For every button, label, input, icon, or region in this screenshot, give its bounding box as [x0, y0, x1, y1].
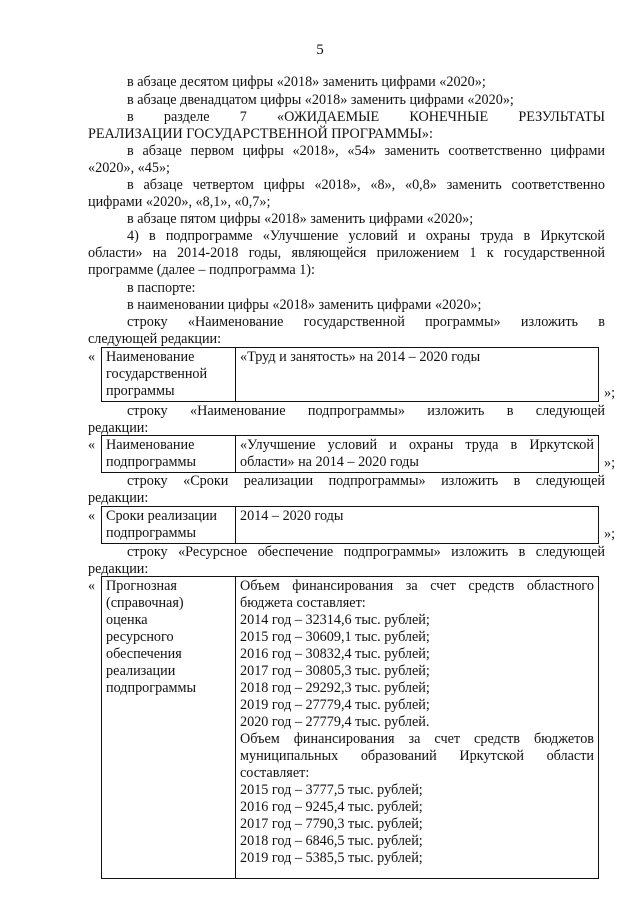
table-value-line: области» на 2014 – 2020 годы [240, 454, 419, 470]
paragraph: в разделе 7 «ОЖИДАЕМЫЕ КОНЕЧНЫЕ РЕЗУЛЬТАТЫ [127, 109, 605, 125]
table-value-line: 2017 год – 30805,3 тыс. рублей; [240, 663, 430, 679]
close-quote: »; [604, 455, 616, 471]
table-value-line: 2014 – 2020 годы [240, 508, 344, 524]
paragraph: строку «Ресурсное обеспечение подпрограммы» изложить в следующей [127, 544, 605, 560]
paragraph: редакции: [88, 561, 149, 577]
paragraph: области» на 2014-2018 годы, являющейся приложением 1 к государственной [88, 245, 605, 261]
table-value-line: 2019 год – 27779,4 тыс. рублей; [240, 697, 430, 713]
paragraph: в абзаце четвертом цифры «2018», «8», «0,8» заменить соответственно [127, 177, 605, 193]
paragraph: строку «Наименование государственной программы» изложить в [127, 314, 605, 330]
open-quote: « [88, 508, 96, 524]
table-label-cell [102, 507, 236, 544]
close-quote: »; [604, 385, 616, 401]
paragraph: 4) в подпрограмме «Улучшение условий и охраны труда в Иркутской [127, 228, 605, 244]
table-value-line: 2019 год – 5385,5 тыс. рублей; [240, 850, 423, 866]
table-value-line: «Улучшение условий и охраны труда в Иркутской [240, 437, 594, 453]
table-value-line: «Труд и занятость» на 2014 – 2020 годы [240, 349, 481, 365]
table-label-line: Наименование [106, 437, 195, 453]
paragraph: редакции: [88, 490, 149, 506]
table-value-line: 2018 год – 6846,5 тыс. рублей; [240, 833, 423, 849]
table-subprogram-terms [101, 506, 599, 544]
table-label-line: Наименование [106, 349, 195, 365]
table-value-line: 2020 год – 27779,4 тыс. рублей. [240, 714, 430, 730]
close-quote: »; [604, 526, 616, 542]
open-quote: « [88, 578, 96, 594]
table-label-cell [102, 348, 236, 402]
page-number: 5 [316, 42, 324, 58]
table-value-line: 2015 год – 3777,5 тыс. рублей; [240, 782, 423, 798]
paragraph: в абзаце пятом цифры «2018» заменить цифрами «2020»; [127, 211, 474, 227]
table-value-cell [236, 577, 599, 879]
table-subprogram-name [101, 435, 599, 473]
open-quote: « [88, 349, 96, 365]
paragraph: строку «Наименование подпрограммы» изложить в следующей [127, 403, 605, 419]
table-value-line: Объем финансирования за счет средств областного [240, 578, 594, 594]
table-label-line: реализации [106, 663, 176, 679]
paragraph: следующей редакции: [88, 331, 222, 347]
table-label-line: Прогнозная [106, 578, 177, 594]
table-program-name [101, 347, 599, 402]
paragraph: в наименовании цифры «2018» заменить цифрами «2020»; [127, 297, 482, 313]
table-label-line: (справочная) [106, 595, 184, 611]
table-value-cell [236, 348, 599, 402]
open-quote: « [88, 437, 96, 453]
table-value-cell [236, 507, 599, 544]
table-label-line: подпрограммы [106, 680, 196, 696]
paragraph: РЕАЛИЗАЦИИ ГОСУДАРСТВЕННОЙ ПРОГРАММЫ»: [88, 126, 433, 142]
paragraph: «2020», «45»; [88, 160, 170, 176]
table-value-line: Объем финансирования за счет средств бюджетов [240, 731, 594, 747]
paragraph: редакции: [88, 420, 149, 436]
paragraph: строку «Сроки реализации подпрограммы» изложить в следующей [127, 473, 605, 489]
table-value-line: 2017 год – 7790,3 тыс. рублей; [240, 816, 423, 832]
paragraph: цифрами «2020», «8,1», «0,7»; [88, 194, 271, 210]
table-label-line: подпрограммы [106, 525, 196, 541]
table-label-line: обеспечения [106, 646, 182, 662]
table-value-line: муниципальных образований Иркутской области [240, 748, 594, 764]
paragraph: в абзаце первом цифры «2018», «54» заменить соответственно цифрами [127, 143, 605, 159]
table-value-line: 2018 год – 29292,3 тыс. рублей; [240, 680, 430, 696]
table-value-cell [236, 436, 599, 473]
paragraph: программе (далее – подпрограмма 1): [88, 262, 315, 278]
table-label-line: подпрограммы [106, 454, 196, 470]
table-value-line: 2015 год – 30609,1 тыс. рублей; [240, 629, 430, 645]
table-value-line: 2016 год – 9245,4 тыс. рублей; [240, 799, 423, 815]
table-value-line: составляет: [240, 765, 310, 781]
table-label-line: ресурсного [106, 629, 174, 645]
table-label-line: государственной [106, 366, 208, 382]
table-label-cell [102, 577, 236, 879]
table-label-cell [102, 436, 236, 473]
paragraph: в абзаце десятом цифры «2018» заменить цифрами «2020»; [127, 74, 486, 90]
table-label-line: Сроки реализации [106, 508, 218, 524]
table-label-line: оценка [106, 612, 148, 628]
table-value-line: бюджета составляет: [240, 595, 366, 611]
table-resource-provision [101, 576, 599, 879]
table-value-line: 2014 год – 32314,6 тыс. рублей; [240, 612, 430, 628]
paragraph: в абзаце двенадцатом цифры «2018» заменить цифрами «2020»; [127, 92, 514, 108]
table-value-line: 2016 год – 30832,4 тыс. рублей; [240, 646, 430, 662]
table-label-line: программы [106, 383, 175, 399]
paragraph: в паспорте: [127, 280, 196, 296]
